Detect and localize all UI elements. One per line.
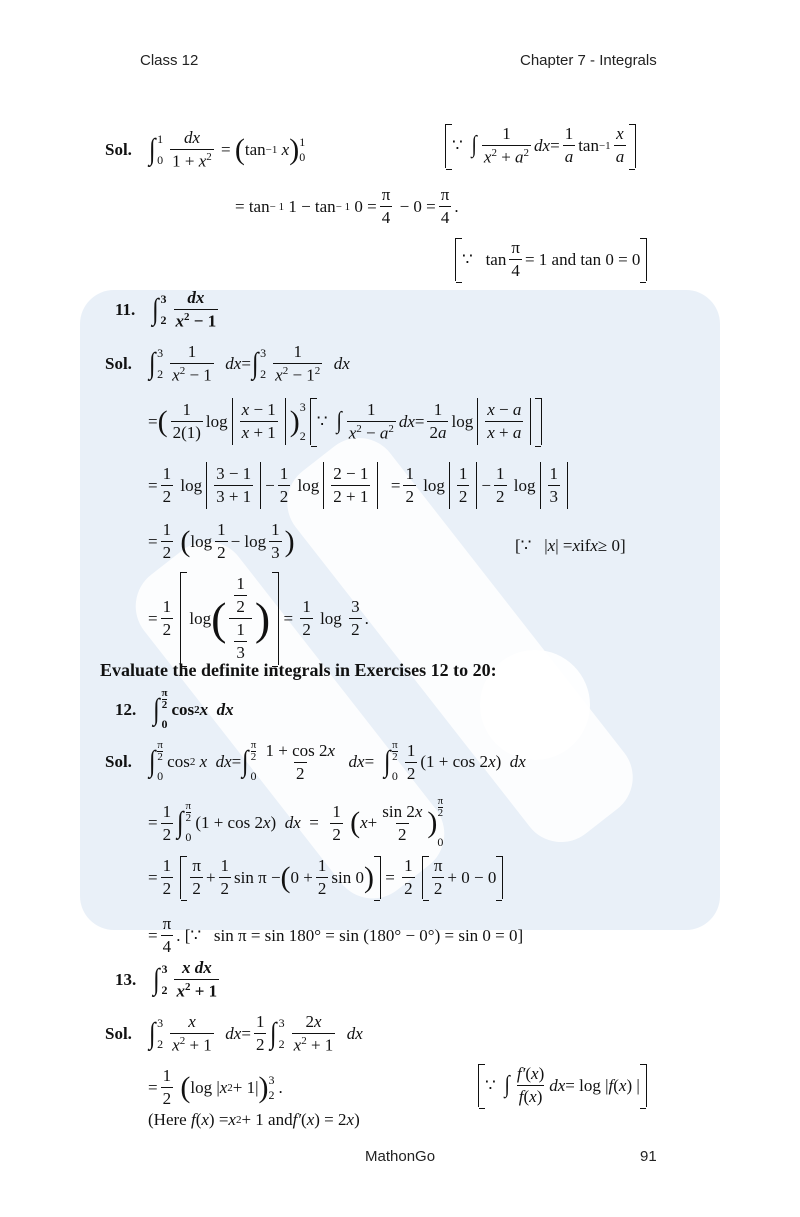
- q13-statement: 13. ∫ 3 2 $\frac{\text{x dx}}{x^2 + 1}$: [115, 958, 218, 1001]
- q13-number: 13.: [115, 969, 137, 989]
- sol10-hint2: ∵ tan $\frac{\pi}{4}$ = 1 and tan 0 = 0: [455, 238, 647, 281]
- header-class: Class 12: [140, 52, 199, 69]
- sol12-line4: = $\frac{\pi}{4}$ . [∵ sin π = sin 180° = sin (180° − 0°) = sin 0 = 0]: [148, 914, 524, 956]
- sol-label: Sol.: [105, 139, 132, 159]
- sol10-line1: Sol. ∫ 1 0 $\frac{dx}{1 + x^2}$ = ( tan −1 x ) 1 0: [105, 128, 306, 171]
- sol-label: Sol.: [105, 752, 132, 771]
- sol13-line1: Sol. ∫ 3 2 $\frac{x}{x^2 + 1}$ dx = $\frac{1}{2}$ ∫ 3 2 $\frac{2x}{x^2 + 1}$ dx: [105, 1012, 363, 1055]
- sol11-line1: Sol. ∫ 3 2 $\frac{1}{x^2 - 1}$ dx = ∫ 3 2 $\frac{1}{x^2 - 1^2}$ dx: [105, 342, 350, 385]
- sol12-line3: = $\frac{1}{2}$ $\frac{\pi}{2}$ + $\frac{1}{2}$ sin π − ( 0 + $\frac{1}{2}$ sin 0 ) = $\frac{1}{2}$ $\frac{\pi}{2}$ + 0 − 0: [148, 856, 503, 899]
- sol10-line2: = tan − 1 1 − tan − 1 0 = $\frac{\pi}{4}$ − 0 = $\frac{\pi}{4}$ .: [235, 185, 459, 227]
- sol-label: Sol.: [105, 353, 132, 373]
- sol13-line2: = $\frac{1}{2}$ ( log | x 2 + 1| ) 3 2 .: [148, 1066, 283, 1108]
- section-heading: Evaluate the definite integrals in Exercises 12 to 20:: [100, 660, 497, 680]
- sol13-note: (Here f ( x ) = x 2 + 1 and f′ ( x ) = 2 x ): [148, 1110, 360, 1129]
- sol12-line1: Sol. ∫ π 2 0 cos 2 x dx = ∫ π 2 0 $\frac{1 + \cos 2x}{2}$ dx = ∫ π 2 0 $\frac{1}{2}$ (1 + cos 2 x ) dx: [105, 739, 526, 783]
- sol11-hint: [∵ | x | = x if x ≥ 0]: [515, 536, 626, 555]
- sol13-hint: ∵ ∫ $\frac{f'(x)}{f(x)}$ dx = log | f ( x ) |: [478, 1064, 647, 1107]
- q12-number: 12.: [115, 700, 137, 719]
- footer-brand: MathonGo: [365, 1148, 436, 1165]
- q11-number: 11.: [115, 299, 136, 319]
- sol10-hint1: ∵ ∫ $\frac{1}{x^2 + a^2}$ dx = $\frac{1}{a}$ tan −1 $\frac{x}{a}$: [445, 124, 636, 168]
- sol11-line3: = $\frac{1}{2}$ log $\frac{3 - 1}{3 + 1}$ − $\frac{1}{2}$ log $\frac{2 - 1}{2 + 1}$ = $\frac{1}{2}$ log $\frac{1}{2}$ − $\frac{1}{2}$ log $\frac{1}{3}$: [148, 462, 572, 509]
- header-chapter: Chapter 7 - Integrals: [520, 52, 657, 69]
- q11-statement: 11. ∫ 3 2 $\frac{dx}{x^2 - 1}$: [115, 288, 217, 331]
- sol11-line4: = $\frac{1}{2}$ ( log $\frac{1}{2}$ − log $\frac{1}{3}$ ): [148, 520, 295, 562]
- sol12-line2: = $\frac{1}{2}$ ∫ π 2 0 (1 + cos 2 x ) dx = $\frac{1}{2}$ ( x + $\frac{\sin 2x}{2}$ ) π 2 0: [148, 795, 444, 849]
- sol11-line2: = ( $\frac{1}{2(1)}$ log $\frac{x - 1}{x + 1}$ ) 3 2 ∵ ∫ $\frac{1}{x^2 - a^2}$ dx = $\frac{1}{2a}$ log $\frac{x - a}{x + a}$: [148, 398, 542, 445]
- page-number: 91: [640, 1148, 657, 1165]
- q12-statement: 12. ∫ π 2 0 cos 2 x dx: [115, 687, 234, 731]
- sol-label: Sol.: [105, 1023, 132, 1043]
- sol11-line5: = $\frac{1}{2}$ log ( $\frac{\frac{1}{2}}{\frac{1}{3}}$ ) = $\frac{1}{2}$ log $\frac{3}{2}$ .: [148, 572, 369, 665]
